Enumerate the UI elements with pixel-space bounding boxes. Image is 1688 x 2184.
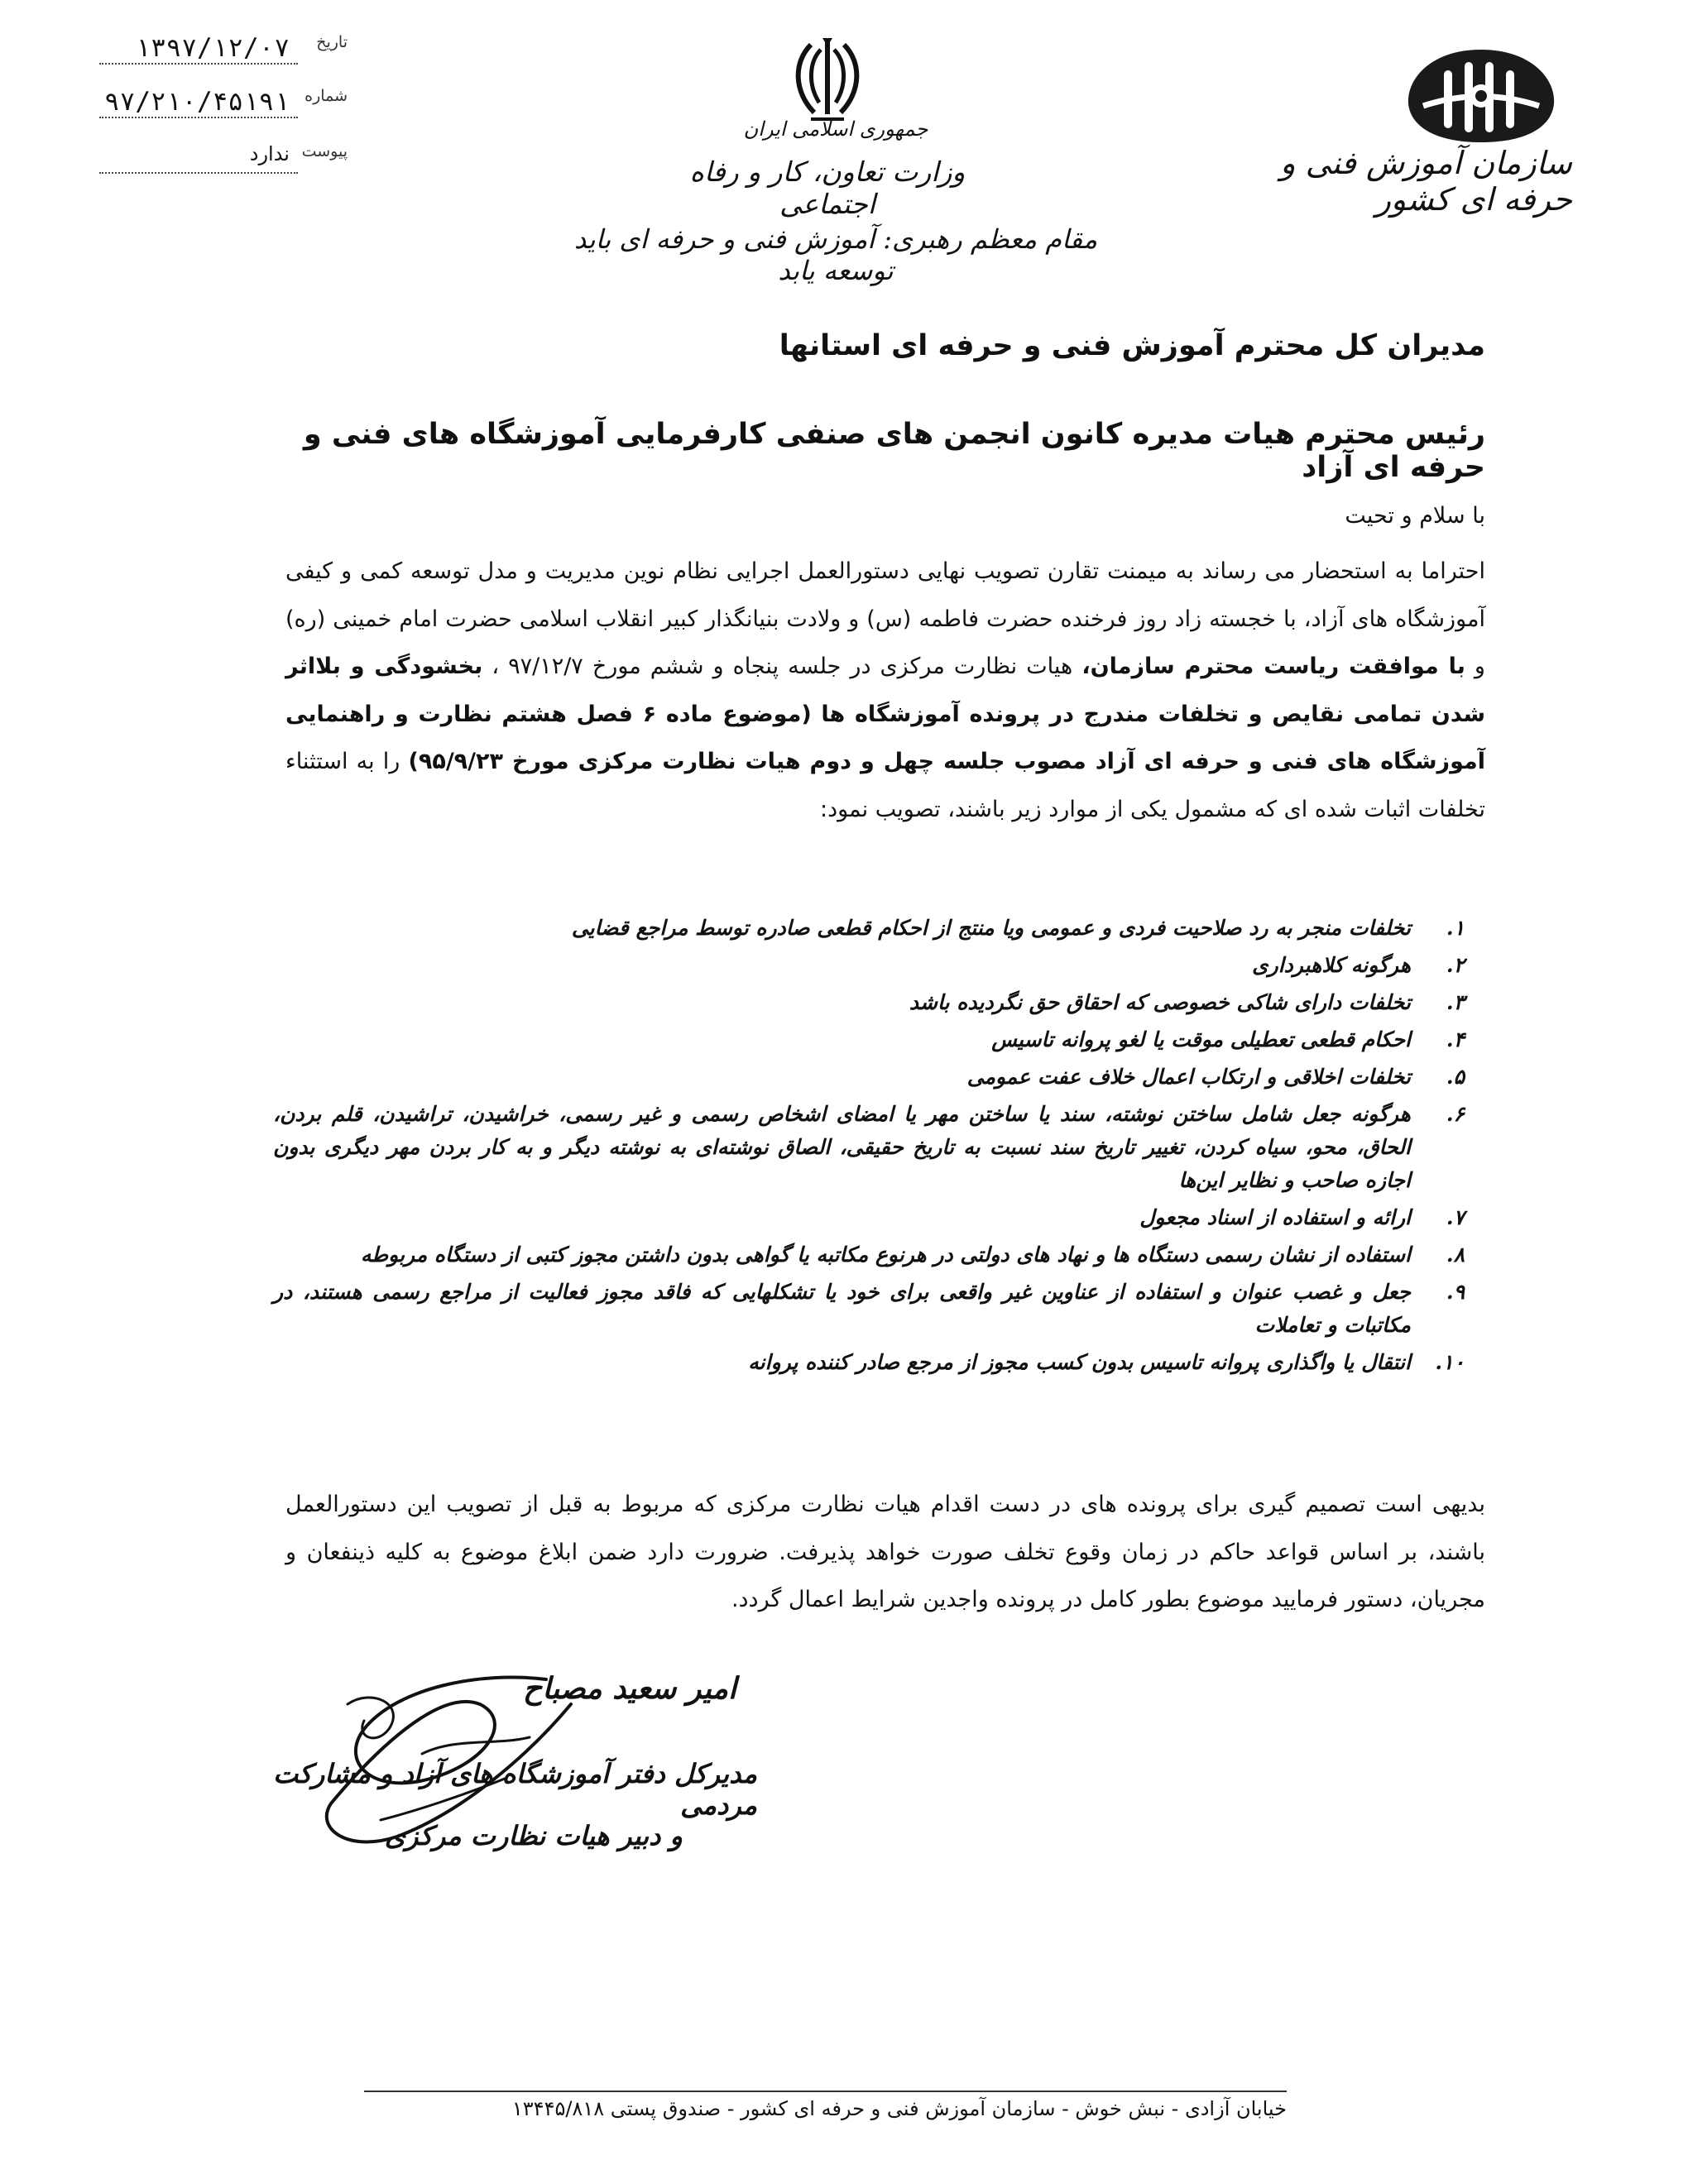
addressee-association-board: رئیس محترم هیات مدیره کانون انجمن های صنفی کارفرمایی آموزشگاه های فنی و حرفه ای آزاد [303,418,1485,484]
list-item-text: هرگونه کلاهبرداری [1252,953,1411,977]
list-item-text: تخلفات منجر به رد صلاحیت فردی و عمومی ویا منتج از احکام قطعی صادره توسط مراجع قضایی [571,916,1411,940]
list-item [273,912,1465,945]
number-label: شماره [305,87,348,105]
list-item [273,1098,1465,1197]
list-item-number: ۹. [1446,1280,1465,1304]
list-item-text: جعل و غصب عنوان و استفاده از عناوین غیر واقعی برای خود یا تشکلهایی که فاقد مجوز فعالیت از مراجع رسمی هستند، در مکاتبات و تعاملات [273,1280,1411,1337]
list-item [273,986,1465,1019]
footer-address: خیابان آزادی - نبش خوش - سازمان آموزش فنی و حرفه ای کشور - صندوق پستی ۱۳۴۴۵/۸۱۸ [511,2097,1287,2120]
list-item-number: ۲. [1446,953,1465,977]
list-item [273,1238,1465,1272]
attachment-value: ندارد [249,142,290,165]
list-item-number: ۴. [1446,1027,1465,1051]
list-item-text: استفاده از نشان رسمی دستگاه ها و نهاد های دولتی در هرنوع مکاتبه یا گواهی بدون داشتن مجوز کتبی از دستگاه مربوطه [360,1243,1411,1267]
list-item-text: تخلفات دارای شاکی خصوصی که احقاق حق نگردیده باشد [909,990,1411,1014]
list-item [273,1061,1465,1094]
list-item [273,1346,1465,1379]
list-item-text: تخلفات اخلاقی و ارتکاب اعمال خلاف عفت عمومی [966,1065,1411,1089]
organization-logo-icon [1398,41,1564,149]
date-dotted-line [99,63,298,65]
list-item [273,1201,1465,1234]
list-item [273,1023,1465,1056]
exceptions-list [273,912,1465,1383]
date-field [99,33,348,66]
list-item-number: ۳. [1446,990,1465,1014]
attachment-dotted-line [99,172,298,174]
ministry-name: وزارت تعاون، کار و رفاه اجتماعی [689,156,966,220]
list-item-text: هرگونه جعل شامل ساختن نوشته، سند یا ساختن مهر یا امضای اشخاص رسمی و غیر رسمی، خراشیدن، تراشیدن، قلم بردن، الحاق، محو، سیاه کردن، تغییر تاریخ سند نسبت به تاریخ حقیقی، الصاق نوشته‌ای به نوشته دیگر و به کار بردن مهر دیگری بدون اجازه صاحب و نظایر این‌ها [273,1102,1411,1192]
list-item-number: ۱. [1446,916,1465,940]
body-text-intro: احتراما به استحضار می رساند به میمنت تقارن تصویب نهایی دستورالعمل اجرایی نظام نوین مدیریت و مدل توسعه کمی و کیفی آموزشگاه های آزاد، با خجسته زاد روز فرخنده حضرت فاطمه (س) و ولادت بنیانگذار کبیر انقلاب اسلامی حضرت امام خمینی (ره) و [285,558,1485,679]
salutation: با سلام و تحیت [1345,503,1485,529]
list-item-text: انتقال یا واگذاری پروانه تاسیس بدون کسب مجوز از مرجع صادر کننده پروانه [748,1350,1411,1374]
body-text-amnesty: بخشودگی و بلااثر شدن تمامی نقایص و تخلفات مندرج در پرونده آموزشگاه ها (موضوع ماده ۶ فصل هشتم نظارت و راهنمایی آموزشگاه های فنی و حرفه ای آزاد مصوب جلسه چهل و دوم هیات نظارت مرکزی مورخ ۹۵/۹/۲۳) [285,654,1485,774]
body-text-approval: با موافقت ریاست محترم سازمان، [1081,654,1465,679]
country-name: جمهوری اسلامی ایران [743,117,928,141]
signatory-name: امیر سعید مصباح [523,1671,736,1706]
body-text-meeting: هیات نظارت مرکزی در جلسه پنجاه و ششم مورخ ۹۷/۱۲/۷ ، [492,654,1073,679]
list-item-number: ۵. [1446,1065,1465,1089]
leader-quote: مقام معظم رهبری: آموزش فنی و حرفه ای باید توسعه یابد [573,223,1098,286]
list-item-number: ۷. [1446,1205,1465,1229]
list-item-text: احکام قطعی تعطیلی موقت یا لغو پروانه تاسیس [991,1027,1411,1051]
list-item-number: ۸. [1446,1243,1465,1267]
addressee-provincial-directors: مدیران کل محترم آموزش فنی و حرفه ای استانها [779,329,1485,362]
body-paragraph [285,548,1485,833]
signatory-title: مدیرکل دفتر آموزشگاه های آزاد و مشارکت مردمی [273,1758,757,1821]
body-text-exceptions: را به استثناء تخلفات اثبات شده ای که مشمول یکی از موارد زیر باشند، تصویب نمود: [285,749,1485,822]
closing-paragraph: بدیهی است تصمیم گیری برای پرونده های در دست اقدام هیات نظارت مرکزی که مربوط به قبل از تصویب این دستورالعمل باشند، بر اساس قواعد حاکم در زمان وقوع تخلف صورت خواهد پذیرفت. ضرورت دارد ضمن ابلاغ موضوع به کلیه ذینفعان و مجریان، دستور فرمایید موضوع بطور کامل در پرونده واجدین شرایط اعمال گردد. [285,1492,1485,1612]
list-item-text: ارائه و استفاده از اسناد مجعول [1139,1205,1411,1229]
list-item [273,949,1465,982]
attachment-label: پیوست [301,142,348,160]
number-field [99,87,348,120]
organization-name: سازمان آموزش فنی و حرفه ای کشور [1280,145,1572,218]
attachment-field [99,142,348,175]
list-item [273,1276,1465,1342]
date-label: تاریخ [316,33,348,51]
number-value: ۹۷/۲۱۰/۴۵۱۹۱ [104,87,290,117]
emblem-icon [786,33,869,128]
list-item-number: ۶. [1446,1102,1465,1126]
date-value: ۱۳۹۷/۱۲/۰۷ [135,33,290,63]
list-item-number: ۱۰. [1435,1350,1465,1374]
number-dotted-line [99,117,298,118]
footer-divider [364,2091,1287,2092]
signatory-title-2: و دبیر هیات نظارت مرکزی [384,1820,683,1851]
